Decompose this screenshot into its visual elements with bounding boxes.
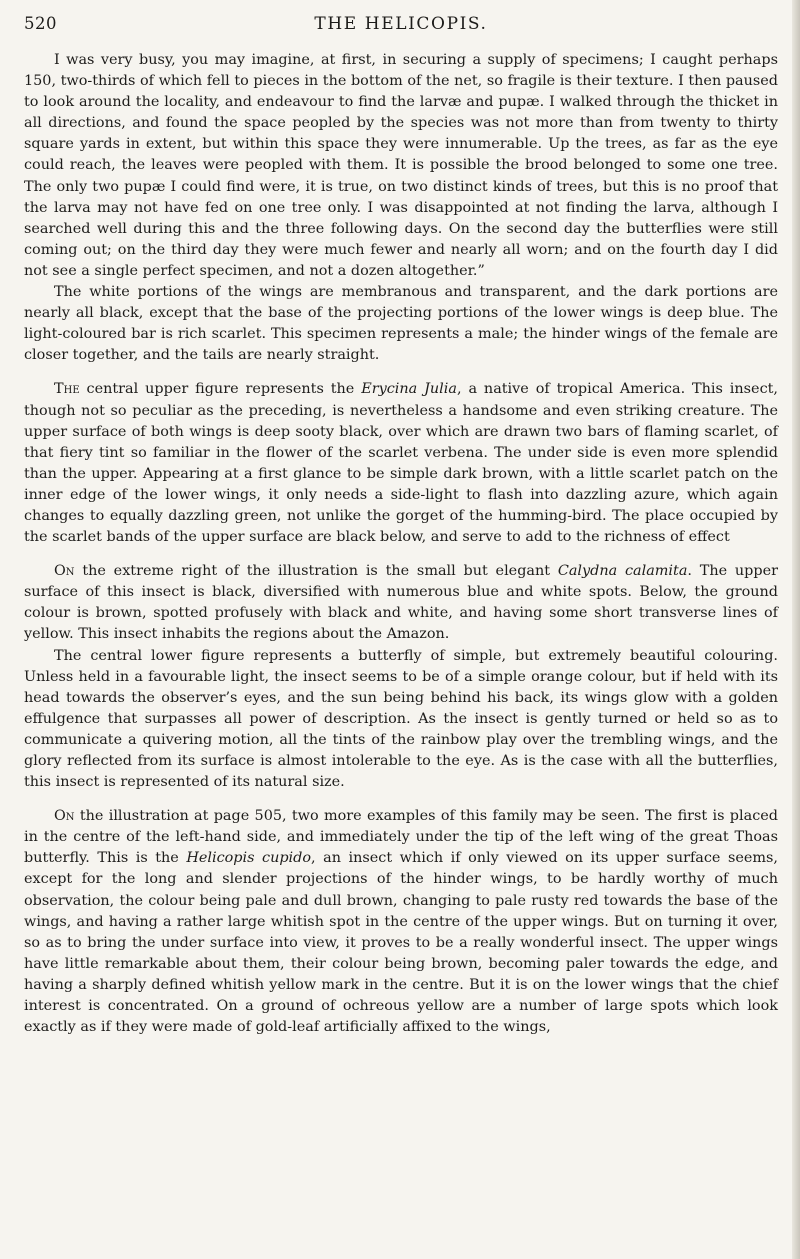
paragraph-specimens	[24, 50, 778, 282]
paragraph-erycina-julia	[24, 379, 778, 548]
species-name: Erycina Julia	[361, 381, 457, 398]
paragraph-text-after: , a native of tropical America. This insect, though not so peculiar as the preceding, is nevertheless a handsome and even striking creature. The upper surface of both wings is deep sooty black, over which are drawn two bars of flaming scarlet, of that fiery tint so familiar in the flower of the scarlet verbena. The under side is even more splendid than the upper. Appearing at a first glance to be simple dark brown, with a little scarlet patch on the inner edge of the lower wings, it only needs a side-light to flash into dazzling azure, which again changes to equally dazzling green, not unlike the gorget of the humming-bird. The place occupied by the scarlet bands of the upper surface are black below, and serve to add to the richness of effect	[24, 381, 778, 546]
paragraph-text-before: the extreme right of the illustration is the small but elegant	[74, 563, 558, 580]
paragraph-specimens-text: I was very busy, you may imagine, at first, in securing a supply of specimens; I caught perhaps 150, two-thirds of which fell to pieces in the bottom of the net, so fragile is their texture. I then paused to look around the locality, and endeavour to find the larvæ and pupæ. I walked through the thicket in all directions, and found the space peopled by the species was not more than from twenty to thirty square yards in extent, but within this space they were innumerable. Up the trees, as far as the eye could reach, the leaves were peopled with them. It is possible the brood belonged to some one tree. The only two pupæ I could find were, it is true, on two distinct kinds of trees, but this is no proof that the larva may not have fed on one tree only. I was disappointed at not finding the larva, although I searched well during this and the three following days. On the second day the butterflies were still coming out; on the third day they were much fewer and nearly all worn; and on the fourth day I did not see a single perfect specimen, and not a dozen altogether.”	[24, 52, 778, 279]
page-edge-shadow	[792, 0, 800, 1259]
paragraph-wings-description	[24, 282, 778, 366]
species-name: Calydna calamita	[557, 563, 688, 580]
paragraph-helicopis-cupido	[24, 806, 778, 1038]
paragraph-text-after: . The upper surface of this insect is black, diversified with numerous blue and white spots. Below, the ground colour is brown, spotted profusely with black and white, and having some short transverse lines of yellow. This insect inhabits the regions about the Amazon.	[24, 563, 778, 643]
paragraph-text-before: the illustration at page 505, two more examples of this family may be seen. The first is placed in the centre of the left-hand side, and immediately under the tip of the left wing of the great Thoas butterfly. This is the	[24, 808, 778, 867]
paragraph-text-before: central upper figure represents the	[79, 381, 362, 398]
page-number: 520	[24, 14, 57, 33]
page-header	[24, 14, 778, 42]
paragraph-wings-description-text: The white portions of the wings are membranous and transparent, and the dark portions are nearly all black, except that the base of the projecting portions of the lower wings is deep blue. The light-coloured bar is rich scarlet. This specimen represents a male; the hinder wings of the female are closer together, and the tails are nearly straight.	[24, 284, 778, 364]
body-text	[24, 50, 778, 1038]
paragraph-calydna-calamita	[24, 561, 778, 645]
paragraph-lead-word: On	[54, 808, 75, 825]
paragraph-text-after: , an insect which if only viewed on its upper surface seems, except for the long and slender projections of the hinder wings, to be hardly worthy of much observation, the colour being pale and dull brown, changing to pale rusty red towards the base of the wings, and having a rather large whitish spot in the centre of the upper wings. But on turning it over, so as to bring the under surface into view, it proves to be a really wonderful insect. The upper wings have little remarkable about them, their colour being brown, becoming paler towards the edge, and having a sharply defined whitish yellow mark in the centre. But it is on the lower wings that the chief interest is concentrated. On a ground of ochreous yellow are a number of large spots which look exactly as if they were made of gold-leaf artificially affixed to the wings,	[24, 850, 778, 1036]
paragraph-lead-word: The	[54, 381, 80, 398]
running-head: THE HELICOPIS.	[314, 14, 488, 34]
paragraph-central-lower-figure-text: The central lower figure represents a butterfly of simple, but extremely beautiful colouring. Unless held in a favourable light, the insect seems to be of a simple orange colour, but if held with its head towards the observer’s eyes, and the sun being behind his back, its wings glow with a golden effulgence that surpasses all power of description. As the insect is gently turned or held so as to communicate a quivering motion, all the tints of the rainbow play over the trembling wings, and the glory reflected from its surface is almost intolerable to the eye. As is the case with all the butterflies, this insect is represented of its natural size.	[24, 647, 778, 791]
paragraph-central-lower-figure	[24, 646, 778, 794]
species-name: Helicopis cupido	[186, 850, 312, 867]
paragraph-lead-word: On	[54, 563, 75, 580]
